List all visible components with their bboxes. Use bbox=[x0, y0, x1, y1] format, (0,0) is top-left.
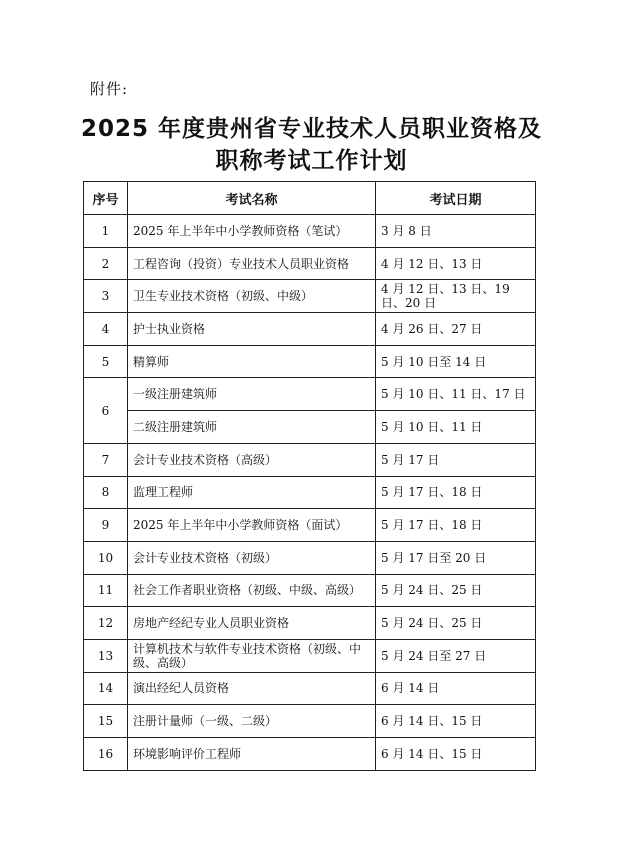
table-row bbox=[84, 574, 536, 607]
exam-date: 4 月 26 日、27 日 bbox=[376, 313, 536, 346]
row-number: 8 bbox=[84, 476, 128, 509]
table-row bbox=[84, 411, 536, 444]
row-number: 16 bbox=[84, 738, 128, 771]
exam-name: 一级注册建筑师 bbox=[128, 378, 376, 411]
exam-name: 2025 年上半年中小学教师资格（面试） bbox=[128, 509, 376, 542]
exam-name: 卫生专业技术资格（初级、中级） bbox=[128, 280, 376, 313]
exam-name: 监理工程师 bbox=[128, 476, 376, 509]
row-number: 13 bbox=[84, 639, 128, 672]
row-number: 7 bbox=[84, 443, 128, 476]
exam-name: 会计专业技术资格（初级） bbox=[128, 541, 376, 574]
exam-name: 社会工作者职业资格（初级、中级、高级） bbox=[128, 574, 376, 607]
table-row bbox=[84, 215, 536, 248]
exam-date: 6 月 14 日、15 日 bbox=[376, 705, 536, 738]
row-number: 5 bbox=[84, 345, 128, 378]
page-title-line-1: 2025 年度贵州省专业技术人员职业资格及 bbox=[80, 116, 543, 142]
exam-date: 5 月 10 日至 14 日 bbox=[376, 345, 536, 378]
row-number: 4 bbox=[84, 313, 128, 346]
exam-date: 5 月 17 日、18 日 bbox=[376, 476, 536, 509]
row-number: 15 bbox=[84, 705, 128, 738]
table-row bbox=[84, 443, 536, 476]
exam-date: 3 月 8 日 bbox=[376, 215, 536, 248]
exam-schedule-table bbox=[83, 181, 536, 771]
exam-date: 4 月 12 日、13 日、19 日、20 日 bbox=[376, 280, 536, 313]
exam-date: 5 月 24 日、25 日 bbox=[376, 574, 536, 607]
exam-name: 计算机技术与软件专业技术资格（初级、中级、高级） bbox=[128, 639, 376, 672]
table-row bbox=[84, 509, 536, 542]
exam-date: 4 月 12 日、13 日 bbox=[376, 247, 536, 280]
row-number: 14 bbox=[84, 672, 128, 705]
exam-date: 5 月 10 日、11 日、17 日 bbox=[376, 378, 536, 411]
row-number: 9 bbox=[84, 509, 128, 542]
table-row bbox=[84, 247, 536, 280]
exam-date: 5 月 10 日、11 日 bbox=[376, 411, 536, 444]
table-row bbox=[84, 378, 536, 411]
exam-date: 6 月 14 日、15 日 bbox=[376, 738, 536, 771]
exam-name: 二级注册建筑师 bbox=[128, 411, 376, 444]
exam-name: 工程咨询（投资）专业技术人员职业资格 bbox=[128, 247, 376, 280]
column-header-exam-date: 考试日期 bbox=[376, 182, 536, 215]
exam-name: 2025 年上半年中小学教师资格（笔试） bbox=[128, 215, 376, 248]
row-number: 10 bbox=[84, 541, 128, 574]
table-row bbox=[84, 738, 536, 771]
table-row bbox=[84, 476, 536, 509]
exam-name: 会计专业技术资格（高级） bbox=[128, 443, 376, 476]
table-row bbox=[84, 672, 536, 705]
row-number: 2 bbox=[84, 247, 128, 280]
exam-name: 精算师 bbox=[128, 345, 376, 378]
table-row bbox=[84, 345, 536, 378]
table-row bbox=[84, 541, 536, 574]
row-number: 12 bbox=[84, 607, 128, 640]
table-row bbox=[84, 639, 536, 672]
exam-name: 演出经纪人员资格 bbox=[128, 672, 376, 705]
exam-date: 5 月 17 日、18 日 bbox=[376, 509, 536, 542]
table-row bbox=[84, 705, 536, 738]
column-header-number: 序号 bbox=[84, 182, 128, 215]
exam-date: 6 月 14 日 bbox=[376, 672, 536, 705]
page-title-line-2: 职称考试工作计划 bbox=[215, 148, 408, 174]
exam-name: 护士执业资格 bbox=[128, 313, 376, 346]
table-row bbox=[84, 280, 536, 313]
exam-date: 5 月 24 日至 27 日 bbox=[376, 639, 536, 672]
table-row bbox=[84, 607, 536, 640]
exam-date: 5 月 17 日至 20 日 bbox=[376, 541, 536, 574]
row-number: 11 bbox=[84, 574, 128, 607]
exam-name: 注册计量师（一级、二级） bbox=[128, 705, 376, 738]
row-number: 1 bbox=[84, 215, 128, 248]
exam-name: 房地产经纪专业人员职业资格 bbox=[128, 607, 376, 640]
row-number: 6 bbox=[84, 378, 128, 443]
attachment-label: 附件: bbox=[90, 80, 129, 98]
exam-date: 5 月 24 日、25 日 bbox=[376, 607, 536, 640]
row-number: 3 bbox=[84, 280, 128, 313]
exam-name: 环境影响评价工程师 bbox=[128, 738, 376, 771]
column-header-exam-name: 考试名称 bbox=[128, 182, 376, 215]
table-row bbox=[84, 313, 536, 346]
exam-date: 5 月 17 日 bbox=[376, 443, 536, 476]
table-header-row bbox=[84, 182, 536, 215]
